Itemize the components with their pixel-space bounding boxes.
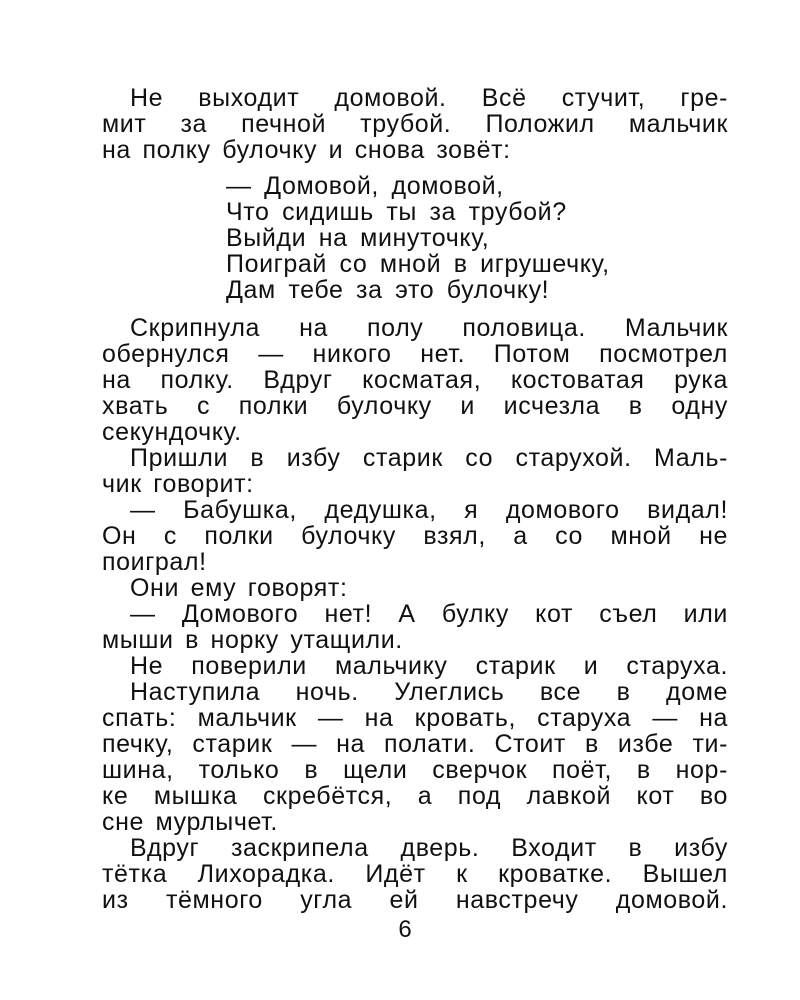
text-line: Не выходит домовой. Всё стучит, гре- [130, 84, 728, 112]
text-line: — Домового нет! А булку кот съел или [130, 600, 728, 628]
text-line: из тёмного угла ей навстречу домовой. [102, 886, 728, 914]
text-line: Вдруг заскрипела дверь. Входит в избу [130, 834, 728, 862]
page-number: 6 [398, 916, 412, 943]
text-line: Пришли в избу старик со старухой. Маль- [130, 444, 728, 472]
poem-line: Выйди на минуточку, [226, 224, 490, 252]
poem-line: Что сидишь ты за трубой? [226, 198, 567, 226]
text-line: на полку булочку и снова зовёт: [102, 136, 511, 164]
text-line: тётка Лихорадка. Идёт к кроватке. Вышел [102, 860, 728, 888]
poem-line: Поиграй со мной в игрушечку, [226, 250, 610, 278]
text-line: — Бабушка, дедушка, я домового видал! [130, 496, 728, 524]
text-line: мит за печной трубой. Положил мальчик [102, 110, 728, 138]
text-line: ке мышка скребётся, а под лавкой кот во [102, 782, 728, 810]
text-line: Наступила ночь. Улеглись все в доме [130, 678, 728, 706]
text-line: Скрипнула на полу половица. Мальчик [130, 314, 728, 342]
text-line: поиграл! [102, 548, 207, 576]
text-line: обернулся — никого нет. Потом посмотрел [102, 340, 728, 368]
poem-line: Дам тебе за это булочку! [226, 276, 550, 304]
text-line: спать: мальчик — на кровать, старуха — на [102, 704, 728, 732]
text-line: секундочку. [102, 418, 242, 446]
text-line: на полку. Вдруг косматая, костоватая рука [102, 366, 728, 394]
text-line: чик говорит: [102, 470, 254, 498]
text-line: шина, только в щели сверчок поёт, в нор- [102, 756, 728, 784]
text-line: Не поверили мальчику старик и старуха. [130, 652, 728, 680]
text-line: сне мурлычет. [102, 808, 278, 836]
text-line: хвать с полки булочку и исчезла в одну [102, 392, 728, 420]
poem-line: — Домовой, домовой, [226, 172, 504, 200]
text-line: Они ему говорят: [130, 574, 348, 602]
text-line: мыши в норку утащили. [102, 626, 403, 654]
text-line: печку, старик — на полати. Стоит в избе ти- [102, 730, 728, 758]
text-line: Он с полки булочку взял, а со мной не [102, 522, 728, 550]
